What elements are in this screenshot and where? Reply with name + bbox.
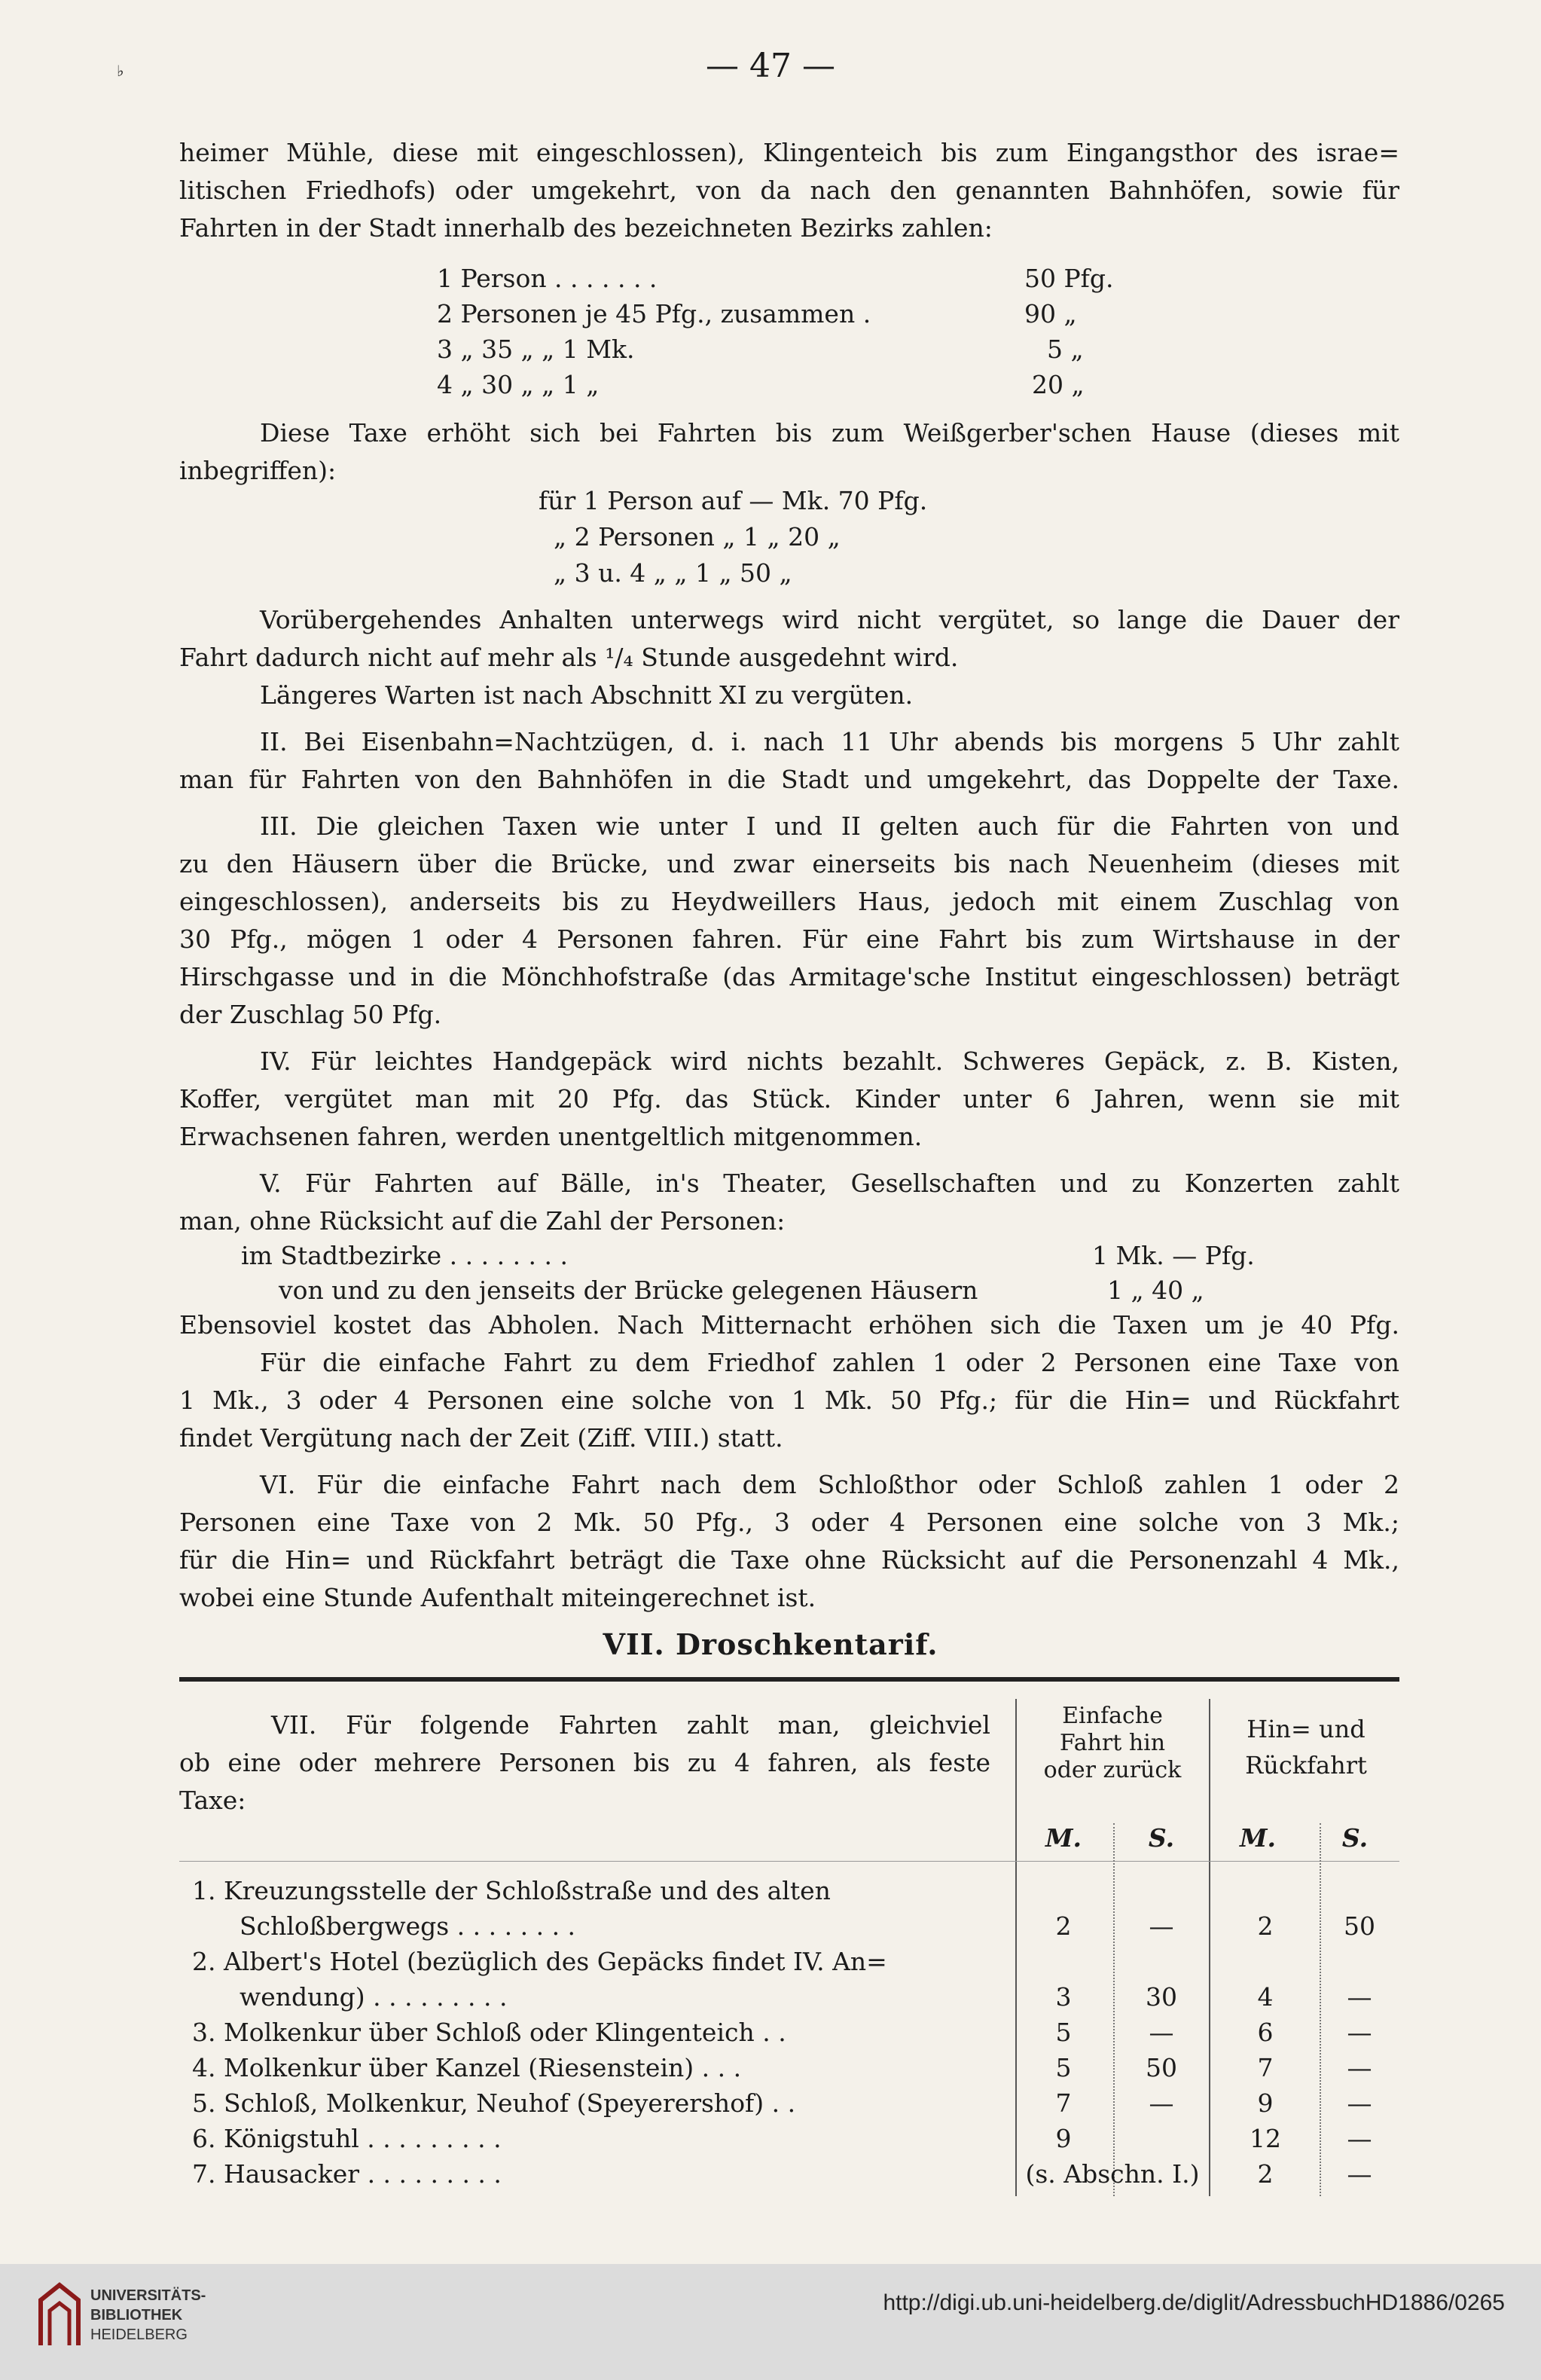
table-row-1-cont: Schloßbergwegs . . . . . . . . [240,1911,576,1941]
footer-bar [0,2264,1541,2380]
unit-mark-1: M. [1045,1823,1082,1853]
table-col-divider-1 [1015,1699,1017,2196]
intro-line-1: heimer Mühle, diese mit eingeschlossen), Klingenteich bis zum Eingangsthor des israe= [179,138,1399,167]
v-row-1-value: 1 Mk. — Pfg. [1092,1241,1255,1270]
v-row-2-label: von und zu den jenseits der Brücke gelegenen Häusern [279,1276,978,1305]
fare-row-1-label: 1 Person . . . . . . . [437,264,658,293]
v-row-2-value: 1 „ 40 „ [1107,1276,1204,1305]
col-head-single-2: Fahrt hin [1059,1730,1166,1756]
table-head-rule [179,1861,1399,1862]
table-row-4-s2: — [1347,2053,1372,2082]
intro-line-2: litischen Friedhofs) oder umgekehrt, von da nach den genannten Bahnhöfen, sowie für [179,176,1399,205]
p6-line-4: wobei eine Stunde Aufenthalt miteingerechnet ist. [179,1583,816,1612]
table-row-1-m1: 2 [1055,1911,1072,1941]
p6-line-3: für die Hin= und Rückfahrt beträgt die Taxe ohne Rücksicht auf die Personenzahl 4 Mk., [179,1545,1399,1575]
table-row-4-s1: 50 [1146,2053,1177,2082]
taxe-line-1: Diese Taxe erhöht sich bei Fahrten bis zum Weißgerber'schen Hause (dieses mit [260,418,1399,448]
library-name-line-2: BIBLIOTHEK [90,2307,183,2323]
table-row-2-label: 2. Albert's Hotel (bezüglich des Gepäcks findet IV. An= [192,1947,887,1976]
library-logo-icon [36,2281,83,2350]
p3-line-1: III. Die gleichen Taxen wie unter I und II gelten auch für die Fahrten von und [260,811,1399,841]
p3-line-5: Hirschgasse und in die Mönchhofstraße (das Armitage'sche Institut eingeschlossen) beträgt [179,962,1399,991]
col-head-return-2: Rückfahrt [1245,1751,1367,1780]
table-row-3-s1: — [1149,2018,1174,2047]
p1-line-3: Längeres Warten ist nach Abschnitt XI zu vergüten. [260,680,914,710]
table-row-7-m2: 2 [1257,2159,1274,2189]
library-name-line-3: HEIDELBERG [90,2327,188,2343]
taxe-line-2: inbegriffen): [179,456,337,485]
col-head-single-1: Einfache [1062,1703,1163,1729]
library-name-line-1: UNIVERSITÄTS- [90,2287,206,2304]
p5-line-1: V. Für Fahrten auf Bälle, in's Theater, Gesellschaften und zu Konzerten zahlt [260,1169,1399,1198]
p3-line-3: eingeschlossen), anderseits bis zu Heydweillers Haus, jedoch mit einem Zuschlag von [179,887,1399,916]
col-head-single-3: oder zurück [1043,1757,1182,1783]
unit-pfennig-2: S. [1341,1823,1369,1853]
p1-line-1: Vorübergehendes Anhalten unterwegs wird nicht vergütet, so lange die Dauer der [260,605,1399,634]
p3-line-6: der Zuschlag 50 Pfg. [179,1000,442,1029]
table-row-5-s1: — [1149,2088,1174,2118]
fare-row-4-value: 20 „ [1032,370,1085,399]
fare-row-3-value: 5 „ [1047,335,1084,364]
p4-line-2: Koffer, vergütet man mit 20 Pfg. das Stück. Kinder unter 6 Jahren, wenn sie mit [179,1084,1399,1114]
table-row-2-m2: 4 [1257,1982,1274,2012]
table-row-6-label: 6. Königstuhl . . . . . . . . . [192,2124,502,2153]
table-row-2-cont: wendung) . . . . . . . . . [240,1982,508,2012]
table-row-1-s2: 50 [1344,1911,1375,1941]
p6-line-1: VI. Für die einfache Fahrt nach dem Schloßthor oder Schloß zahlen 1 oder 2 [260,1470,1399,1499]
table-row-6-m1: 9 [1055,2124,1072,2153]
p1-line-2: Fahrt dadurch nicht auf mehr als ¹/₄ Stunde ausgedehnt wird. [179,643,959,672]
table-col-divider-2 [1209,1699,1210,2196]
table-row-4-label: 4. Molkenkur über Kanzel (Riesenstein) . . . [192,2053,742,2082]
table-row-2-s1: 30 [1146,1982,1177,2012]
table-row-3-label: 3. Molkenkur über Schloß oder Klingenteich . . [192,2018,786,2047]
table-row-4-m2: 7 [1257,2053,1274,2082]
fare-row-4-label: 4 „ 30 „ „ 1 „ [437,370,600,399]
table-intro-line-3: Taxe: [179,1786,246,1815]
table-row-6-m2: 12 [1250,2124,1281,2153]
p2-line-1: II. Bei Eisenbahn=Nachtzügen, d. i. nach 11 Uhr abends bis morgens 5 Uhr zahlt [260,727,1399,756]
p5-line-2: man, ohne Rücksicht auf die Zahl der Personen: [179,1206,786,1236]
section-heading: VII. Droschkentarif. [603,1627,938,1661]
table-row-5-s2: — [1347,2088,1372,2118]
table-row-1-m2: 2 [1257,1911,1274,1941]
p5c-line-2: Für die einfache Fahrt zu dem Friedhof zahlen 1 oder 2 Personen eine Taxe von [260,1348,1399,1377]
table-intro-line-2: ob eine oder mehrere Personen bis zu 4 fahren, als feste [179,1748,990,1777]
table-row-5-m1: 7 [1055,2088,1072,2118]
col-head-return-1: Hin= und [1247,1715,1366,1743]
fare-row-2-label: 2 Personen je 45 Pfg., zusammen . [437,299,871,328]
p2-line-2: man für Fahrten von den Bahnhöfen in die Stadt und umgekehrt, das Doppelte der Taxe. [179,765,1399,794]
surcharge-row-1: für 1 Person auf — Mk. 70 Pfg. [539,486,928,515]
page-number: — 47 — [706,47,835,85]
source-url-link[interactable]: http://digi.ub.uni-heidelberg.de/diglit/AdressbuchHD1886/0265 [883,2290,1505,2315]
heading-rule [179,1677,1399,1682]
surcharge-row-3: „ 3 u. 4 „ „ 1 „ 50 „ [554,558,792,588]
p4-line-3: Erwachsenen fahren, werden unentgeltlich mitgenommen. [179,1122,923,1151]
p3-line-4: 30 Pfg., mögen 1 oder 4 Personen fahren. Für eine Fahrt bis zum Wirtshause in der [179,924,1399,954]
p5c-line-3: 1 Mk., 3 oder 4 Personen eine solche von 1 Mk. 50 Pfg.; für die Hin= und Rückfahrt [179,1386,1399,1415]
p5c-line-1: Ebensoviel kostet das Abholen. Nach Mitternacht erhöhen sich die Taxen um je 40 Pfg. [179,1310,1399,1340]
table-row-1-label: 1. Kreuzungsstelle der Schloßstraße und des alten [192,1876,831,1905]
p3-line-2: zu den Häusern über die Brücke, und zwar einerseits bis nach Neuenheim (dieses mit [179,849,1399,878]
corner-mark: ♭ [117,62,124,80]
table-row-4-m1: 5 [1055,2053,1072,2082]
table-subdivider-1 [1113,1823,1115,2196]
table-row-2-s2: — [1347,1982,1372,2012]
table-row-3-s2: — [1347,2018,1372,2047]
fare-row-2-value: 90 „ [1024,299,1077,328]
v-row-1-label: im Stadtbezirke . . . . . . . . [241,1241,568,1270]
intro-line-3: Fahrten in der Stadt innerhalb des bezeichneten Bezirks zahlen: [179,213,993,243]
p4-line-1: IV. Für leichtes Handgepäck wird nichts bezahlt. Schweres Gepäck, z. B. Kisten, [260,1046,1399,1076]
table-row-5-m2: 9 [1257,2088,1274,2118]
unit-pfennig-1: S. [1148,1823,1175,1853]
table-row-7-label: 7. Hausacker . . . . . . . . . [192,2159,502,2189]
table-intro-line-1: VII. Für folgende Fahrten zahlt man, gleichviel [271,1710,990,1740]
table-row-3-m2: 6 [1257,2018,1274,2047]
table-row-7-m1: (s. Abschn. I.) [1025,2159,1200,2189]
table-row-2-m1: 3 [1055,1982,1072,2012]
unit-mark-2: M. [1239,1823,1277,1853]
table-row-6-s2: — [1347,2124,1372,2153]
p5c-line-4: findet Vergütung nach der Zeit (Ziff. VIII.) statt. [179,1423,783,1453]
fare-row-3-label: 3 „ 35 „ „ 1 Mk. [437,335,635,364]
table-row-1-s1: — [1149,1911,1174,1941]
table-row-3-m1: 5 [1055,2018,1072,2047]
p6-line-2: Personen eine Taxe von 2 Mk. 50 Pfg., 3 oder 4 Personen eine solche von 3 Mk.; [179,1508,1399,1537]
fare-row-1-value: 50 Pfg. [1024,264,1114,293]
table-row-7-s2: — [1347,2159,1372,2189]
surcharge-row-2: „ 2 Personen „ 1 „ 20 „ [554,522,841,551]
table-row-5-label: 5. Schloß, Molkenkur, Neuhof (Speyerershof) . . [192,2088,796,2118]
